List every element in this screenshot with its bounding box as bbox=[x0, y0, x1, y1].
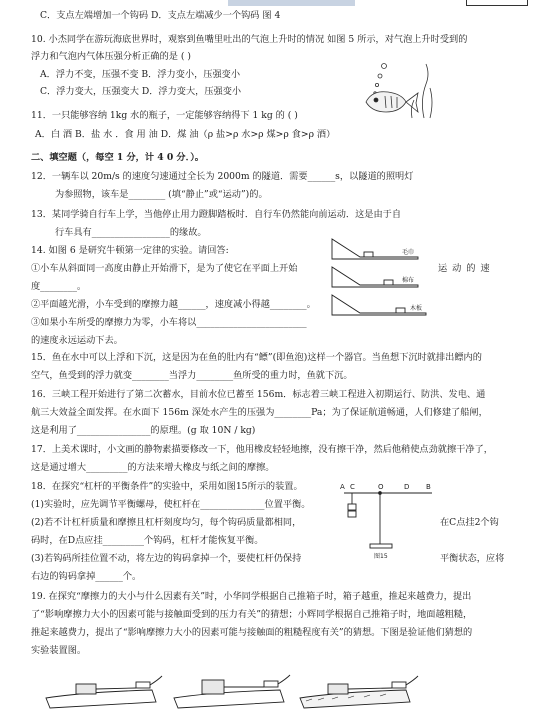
q15-stem: 15．鱼在水中可以上浮和下沉，这是因为在鱼的肚内有“鳔”(即鱼泡)这样一个器官。当鱼想下沉时就排出鳔内的 bbox=[31, 352, 482, 363]
q18-part3-cont: 右边的钩码拿掉______个。 bbox=[31, 571, 142, 582]
q19-stem-cont: 了“影响摩擦力大小的因素可能与接触面受到的压力有关”的猜想；小辉同学根据自己推箱子时，地面越粗糙， bbox=[31, 609, 473, 620]
q14-stem: 14. 如图 6 是研究牛顿第一定律的实验。请回答: bbox=[31, 245, 229, 256]
lever-figure bbox=[338, 482, 438, 560]
friction-apparatus-1 bbox=[44, 668, 164, 712]
q14-part1-right: 运 动 的 速 bbox=[438, 263, 490, 274]
q10-stem-cont: 浮力和气泡内气体压强分析正确的是 ( ) bbox=[31, 51, 192, 62]
friction-apparatus-3 bbox=[298, 668, 420, 712]
q14-part1: ①小车从斜面同一高度由静止开始滑下，是为了使它在平面上开始 bbox=[31, 263, 298, 274]
q11-stem: 11．一只能够容纳 1kg 水的瓶子，一定能够容纳得下 1 kg 的 ( ) bbox=[31, 110, 298, 121]
q10-options-cd: C．浮力变大，压强变大 D．浮力变大，压强变小 bbox=[40, 86, 242, 97]
friction-apparatus-2 bbox=[172, 668, 292, 712]
lever-point-o: O bbox=[378, 483, 384, 491]
q18-stem: 18．在探究“杠杆的平衡条件”的实验中，采用如图15所示的装置。 bbox=[31, 481, 303, 492]
top-highlight-band bbox=[228, 0, 355, 6]
q11-options: A．白 酒 B．盐 水 ．食 用 油 D．煤 油（ρ 盐>ρ 水>ρ 煤>ρ 食>ρ 酒） bbox=[35, 129, 336, 140]
incline-figure-board bbox=[330, 293, 430, 317]
fish-bubble-figure bbox=[350, 60, 440, 120]
q18-part2-right: 在C点挂2个钩 bbox=[440, 517, 499, 528]
q10-stem: 10. 小杰同学在游玩海底世界时，观察到鱼嘴里吐出的气泡上升时的情况 如图 5 所示，对气泡上升时受到的 bbox=[31, 34, 468, 45]
q16-stem: 16．三峡工程开始进行了第二次蓄水，目前水位已蓄至 156m．标志着三峡工程进入初期运行、防洪、发电、通 bbox=[31, 389, 486, 400]
lever-point-d: D bbox=[404, 483, 410, 491]
q13-stem-cont: 行车具有_________________的缘故。 bbox=[55, 227, 207, 238]
q13-stem: 13．某同学骑自行车上学，当他停止用力蹬脚踏板时．自行车仍然能向前运动．这是由于自 bbox=[31, 209, 402, 220]
q15-stem-cont: 空气，鱼受到的浮力就变________当浮力________鱼所受的重力时，鱼就下沉。 bbox=[31, 370, 353, 381]
q18-part3: (3)若钩码所挂位置不动，将左边的钩码拿掉一个，要使杠杆仍保持 bbox=[31, 553, 302, 564]
top-corner-box bbox=[466, 0, 528, 6]
fig14-label-towel: 毛巾 bbox=[402, 249, 415, 256]
fig14-label-cotton: 棉布 bbox=[402, 277, 415, 284]
q19-stem-cont2: 推起来越费力，提出了“影响摩擦力大小的因素可能与接触面的粗糙程度有关”的猜想。下图是验证他们猜想的 bbox=[31, 627, 473, 638]
q18-part3-right: 平衡状态，应将 bbox=[440, 553, 505, 564]
lever-point-c: C bbox=[350, 483, 355, 491]
incline-figure-cotton bbox=[330, 265, 420, 289]
q14-part2: ②平面越光滑，小车受到的摩擦力越______，速度减小得越________。 bbox=[31, 299, 316, 310]
q18-part2: (2)若不计杠杆质量和摩擦且杠杆刻度均匀，每个钩码质量都相同， bbox=[31, 517, 302, 528]
lever-point-a: A bbox=[340, 483, 345, 491]
lever-point-b: B bbox=[426, 483, 431, 491]
q19-stem: 19. 在探究“摩擦力的大小与什么因素有关”时，小华同学根据自己推箱子时，箱子越重，推起来越费力，提出 bbox=[31, 591, 472, 602]
q10-options-ab: A．浮力不变，压强不变 B．浮力变小，压强变小 bbox=[40, 69, 241, 80]
q14-part3-cont: 的速度永远运动下去。 bbox=[31, 335, 123, 346]
q17-stem: 17．上美术课时，小文画的静物素描要修改一下，他用橡皮轻轻地擦，没有擦干净，然后他稍使点劲就擦干净了， bbox=[31, 444, 493, 455]
q18-part2-cont: 码时，在D点应挂_________个钩码，杠杆才能恢复平衡。 bbox=[31, 535, 264, 546]
q16-stem-cont: 航三大效益全面发挥。在水面下 156m 深处水产生的压强为________Pa；为了保证航道畅通，人们修建了船闸， bbox=[31, 407, 488, 418]
q18-part1: (1)实验时，应先调节平衡螺母，使杠杆在______________位置平衡。 bbox=[31, 499, 311, 510]
q14-part3: ③如果小车所受的摩擦力为零，小车将以________________________ bbox=[31, 317, 307, 328]
q17-stem-cont: 这是通过增大_________的方法来增大橡皮与纸之间的摩擦。 bbox=[31, 462, 275, 473]
q9-options-cd: C．支点左端增加一个钩码 D．支点左端减少一个钩码 图 4 bbox=[40, 10, 281, 21]
fig14-label-board: 木板 bbox=[410, 305, 423, 312]
q12-stem-cont: 为参照物，该车是________ (填“静止”或“运动”)的。 bbox=[55, 189, 268, 200]
q14-part1-cont: 度________。 bbox=[31, 281, 87, 292]
incline-figure-towel bbox=[330, 237, 420, 261]
q12-stem: 12．一辆车以 20m/s 的速度匀速通过全长为 2000m 的隧道．需要______s，以隧道的照明灯 bbox=[31, 171, 414, 182]
q16-stem-cont2: 这是利用了________________的原理。(g 取 10N / kg) bbox=[31, 425, 256, 436]
lever-caption: 图15 bbox=[374, 553, 388, 560]
section-fill-in-title: 二、填空题（，每空 1 分，计 4 0 分．）。 bbox=[31, 152, 204, 163]
q19-stem-cont3: 实验装置图。 bbox=[31, 645, 87, 656]
